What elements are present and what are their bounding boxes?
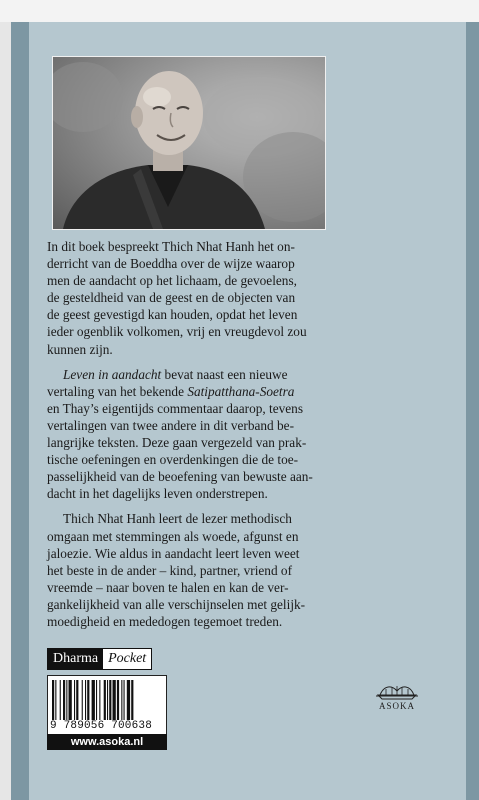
barcode-bar — [131, 680, 133, 720]
publisher-name: ASOKA — [378, 701, 415, 711]
text-line: omgaan met stemmingen als woede, afgunst en — [47, 528, 299, 544]
text-line: passelijkheid van de beoefening van bewuste aan- — [47, 469, 313, 485]
text-line: en Thay’s eigentijds commentaar daarop, tevens — [47, 400, 304, 416]
barcode-bar — [87, 680, 89, 720]
barcode-bar — [104, 680, 106, 720]
text-line: ieder ogenblik volkomen, vrij en vreugdevol zou — [47, 324, 307, 340]
barcode-bar — [96, 680, 97, 720]
text-line: de geest gevestigd kan houden, opdat het leven — [47, 307, 298, 323]
series-label — [47, 648, 152, 670]
barcode-bar — [127, 680, 130, 720]
barcode-bar — [74, 680, 75, 720]
barcode-bar — [121, 680, 122, 720]
text-line: men de aandacht op het lichaam, de gevoelens, — [47, 273, 297, 289]
barcode-bar — [109, 680, 111, 720]
publisher-website: www.asoka.nl — [47, 734, 167, 750]
barcode-bar — [66, 680, 67, 720]
text-line: tische oefeningen en overdenkingen die de toe- — [47, 452, 299, 468]
text-fragment: vertaling van het bekende — [47, 383, 188, 399]
left-spine-stripe — [11, 22, 29, 800]
barcode-bar — [69, 680, 72, 720]
isbn-barcode — [47, 675, 167, 735]
paragraph-2 — [47, 366, 331, 503]
series-label-dharma: Dharma — [48, 649, 103, 669]
barcode-bars — [52, 680, 162, 720]
text-line: het beste in de ander – kind, partner, vriend of — [47, 562, 293, 578]
barcode-bar — [55, 680, 56, 720]
text-line: jaloezie. Wie aldus in aandacht leert leven weet — [47, 545, 300, 561]
series-label-pocket: Pocket — [103, 649, 151, 669]
author-photo — [52, 56, 326, 230]
text-line: In dit boek bespreekt Thich Nhat Hanh het on- — [47, 239, 295, 254]
back-cover-description — [47, 238, 331, 630]
barcode-bar — [85, 680, 86, 720]
text-line: vertalingen van twee andere in dit verband be- — [47, 417, 294, 433]
barcode-bar — [82, 680, 83, 720]
publisher-logo — [374, 683, 420, 715]
text-line: derricht van de Boeddha over de wijze waarop — [47, 256, 295, 272]
barcode-bar — [63, 680, 65, 720]
text-line — [47, 383, 331, 400]
text-line: Thich Nhat Hanh leert de lezer methodisch — [63, 511, 292, 527]
author-portrait-image — [53, 57, 325, 229]
text-line — [47, 366, 331, 383]
barcode-bar — [113, 680, 116, 720]
text-line: langrijke teksten. Deze gaan vergezeld van prak- — [47, 435, 307, 451]
text-line: de gesteldheid van de geest en de objecten van — [47, 290, 296, 306]
barcode-bar — [117, 680, 119, 720]
text-line: moedigheid en mededogen tegemoet treden. — [47, 613, 283, 629]
text-line: gankelijkheid van alle verschijnselen met gelijk- — [47, 596, 306, 612]
text-fragment: bevat naast een nieuwe — [161, 366, 288, 382]
sutra-title: Satipatthana-Soetra — [187, 383, 295, 399]
barcode-bar — [99, 680, 100, 720]
barcode-bar — [60, 680, 61, 720]
isbn-number: 9 789056 700638 — [50, 720, 153, 732]
barcode-bar — [52, 680, 54, 720]
barcode-bar — [92, 680, 95, 720]
barcode-bar — [107, 680, 108, 720]
top-margin — [0, 0, 479, 22]
text-line: vreemde – naar boven te halen en kan de ver- — [47, 579, 289, 595]
book-title: Leven in aandacht — [63, 366, 162, 382]
right-edge-stripe — [466, 22, 479, 800]
barcode-bar — [76, 680, 78, 720]
paragraph-3 — [47, 510, 331, 630]
barcode-bar — [124, 680, 125, 720]
text-line: kunnen zijn. — [47, 341, 113, 357]
publisher-logo-icon — [374, 683, 420, 701]
paragraph-1 — [47, 238, 331, 358]
text-line: dacht in het dagelijks leven onderstrepen. — [47, 486, 268, 502]
